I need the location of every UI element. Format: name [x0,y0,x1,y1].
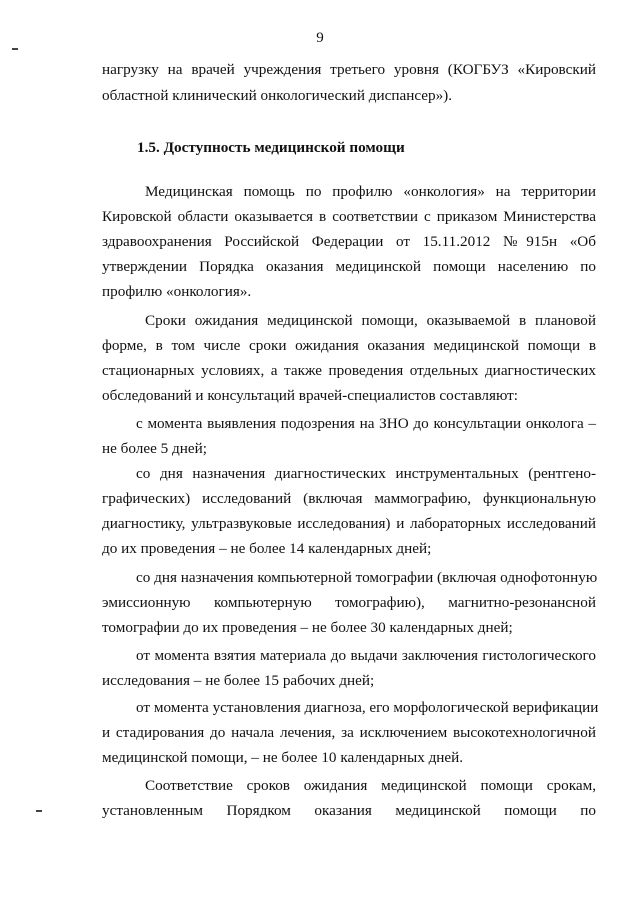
text-line: здравоохранения Российской Федерации от 15.11.2012 №915н «Об [102,233,596,250]
text-line: эмиссионную компьютерную томографию), магнитно-резонансной [102,594,596,611]
page-number: 9 [316,30,324,46]
text-line: со дня назначения компьютерной томографии (включая однофотонную [136,569,598,586]
text-line: установленным Порядком оказания медицинской помощи по [102,802,596,819]
text-line: Сроки ожидания медицинской помощи, оказываемой в плановой [145,312,596,329]
text-line: со дня назначения диагностических инструментальных (рентгено- [136,465,596,482]
text-line: утверждении Порядка оказания медицинской помощи населению по [102,258,596,275]
text-line: с момента выявления подозрения на ЗНО до консультации онколога – [136,415,596,432]
text-line: томографии до их проведения – не более 30 календарных дней; [102,619,513,636]
margin-mark [36,810,42,812]
text-line: диагностику, ультразвуковые исследования) и лабораторных исследований [102,515,596,532]
text-line: Соответствие сроков ожидания медицинской помощи срокам, [145,777,596,794]
text-line: от момента установления диагноза, его морфологической верификации [136,699,599,716]
section-heading: 1.5. Доступность медицинской помощи [137,139,405,156]
text-line: Кировской области оказывается в соответствии с приказом Министерства [102,208,596,225]
text-line: стационарных условиях, а также проведения отдельных диагностических [102,362,596,379]
text-line: форме, в том числе сроки ожидания оказания медицинской помощи в [102,337,596,354]
text-line: профилю «онкология». [102,283,252,300]
margin-mark [12,48,18,50]
text-line: и стадирования до начала лечения, за исключением высокотехнологичной [102,724,596,741]
text-line: нагрузку на врачей учреждения третьего уровня (КОГБУЗ «Кировский [102,61,596,78]
text-line: областной клинический онкологический диспансер»). [102,87,453,104]
text-line: исследования – не более 15 рабочих дней; [102,672,375,689]
text-line: медицинской помощи, – не более 10 календарных дней. [102,749,464,766]
text-line: обследований и консультаций врачей-специалистов составляют: [102,387,518,404]
text-line: до их проведения – не более 14 календарных дней; [102,540,432,557]
text-line: не более 5 дней; [102,440,207,457]
text-line: от момента взятия материала до выдачи заключения гистологического [136,647,596,664]
text-line: графических) исследований (включая маммографию, функциональную [102,490,596,507]
text-line: Медицинская помощь по профилю «онкология» на территории [145,183,596,200]
